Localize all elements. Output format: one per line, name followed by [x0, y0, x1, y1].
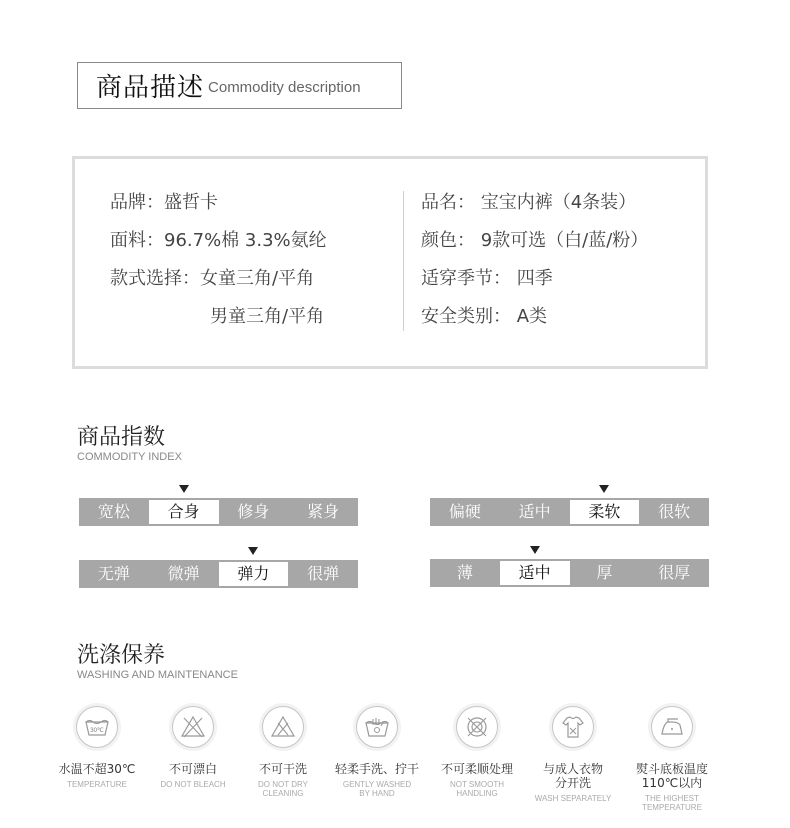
washing-item-label: 不可漂白 [168, 762, 217, 776]
spec-color: 颜色： 9款可选（白/蓝/粉） [421, 230, 649, 251]
washing-item-label-en: WASH SEPARATELY [534, 794, 612, 803]
spec-style-boys: 男童三角/平角 [210, 306, 325, 327]
washing-title-en: WASHING AND MAINTENANCE [77, 669, 238, 681]
spec-name: 品名： 宝宝内裤（4条装） [421, 192, 637, 213]
washing-item-label-en: GENTLY WASHED BY HAND [342, 780, 412, 798]
index-title-en: COMMODITY INDEX [77, 451, 182, 463]
svg-text:30℃: 30℃ [90, 728, 104, 734]
washing-item-label: 水温不超30℃ [58, 762, 136, 776]
fit-index-bar [79, 498, 358, 526]
washing-item-label: 轻柔手洗、拧干 [334, 762, 419, 776]
fit-option: 宽松 [97, 502, 130, 521]
washing-item-label: 不可干洗 [258, 762, 307, 776]
washing-item [143, 706, 243, 789]
description-title-en: Commodity description [208, 79, 361, 96]
spec-safety: 安全类别： A类 [421, 306, 548, 327]
elasticity-option: 无弹 [97, 564, 130, 583]
washing-item-label-en: DO NOT BLEACH [160, 780, 226, 789]
spec-fabric: 面料：96.7%棉 3.3%氨纶 [110, 230, 327, 251]
index-section-title [77, 425, 182, 464]
spec-season: 适穿季节： 四季 [421, 268, 553, 289]
description-title-cn: 商品描述 [96, 73, 205, 103]
thickness-option: 厚 [596, 563, 613, 582]
thickness-option: 适中 [500, 561, 570, 585]
spec-divider [403, 191, 404, 331]
elasticity-option: 微弹 [167, 564, 200, 583]
fit-option: 合身 [149, 500, 219, 524]
washing-item-label-en: TEMPERATURE [67, 780, 127, 789]
washing-item [622, 706, 722, 812]
washing-item-label-en: NOT SMOOTH HANDLING [449, 780, 505, 798]
washing-item [233, 706, 333, 798]
fit-option: 紧身 [307, 502, 340, 521]
washing-item [523, 706, 623, 803]
washing-section-title [77, 643, 238, 682]
no-softener-icon [456, 706, 498, 748]
no-bleach-icon [172, 706, 214, 748]
no-tumble-dry-icon [262, 706, 304, 748]
water-temperature-icon [76, 706, 118, 748]
thickness-option: 薄 [456, 563, 473, 582]
thickness-selected-marker [530, 546, 540, 554]
fit-option: 修身 [237, 502, 270, 521]
thickness-option: 很厚 [658, 563, 691, 582]
washing-item [47, 706, 147, 789]
hand-wash-icon [356, 706, 398, 748]
spec-style: 款式选择：女童三角/平角 [110, 268, 315, 289]
wash-separately-icon [552, 706, 594, 748]
washing-item-label: 不可柔顺处理 [440, 762, 513, 776]
softness-option: 柔软 [570, 500, 640, 524]
spec-column-right [421, 189, 648, 341]
washing-item-label-en: THE HIGHEST TEMPERATURE [642, 794, 702, 812]
washing-title-cn: 洗涤保养 [77, 643, 166, 668]
elasticity-selected-marker [248, 547, 258, 555]
elasticity-option: 很弹 [307, 564, 340, 583]
washing-item-label-en: DO NOT DRY CLEANING [258, 780, 308, 798]
elasticity-index-bar [79, 560, 358, 588]
washing-item-label: 熨斗底板温度 110℃以内 [635, 762, 708, 790]
washing-item-label: 与成人衣物 分开洗 [542, 762, 603, 790]
spec-box [72, 156, 708, 369]
softness-option: 很软 [658, 502, 691, 521]
softness-selected-marker [599, 485, 609, 493]
fit-selected-marker [179, 485, 189, 493]
thickness-index-bar [430, 559, 709, 587]
softness-index-bar [430, 498, 709, 526]
softness-option: 适中 [518, 502, 551, 521]
spec-column-left [110, 189, 327, 341]
spec-brand: 品牌：盛哲卡 [110, 192, 218, 213]
description-header [77, 62, 402, 109]
index-title-cn: 商品指数 [77, 425, 166, 450]
washing-item [427, 706, 527, 798]
washing-item [327, 706, 427, 798]
elasticity-option: 弹力 [219, 562, 289, 586]
iron-temperature-icon [651, 706, 693, 748]
softness-option: 偏硬 [448, 502, 481, 521]
